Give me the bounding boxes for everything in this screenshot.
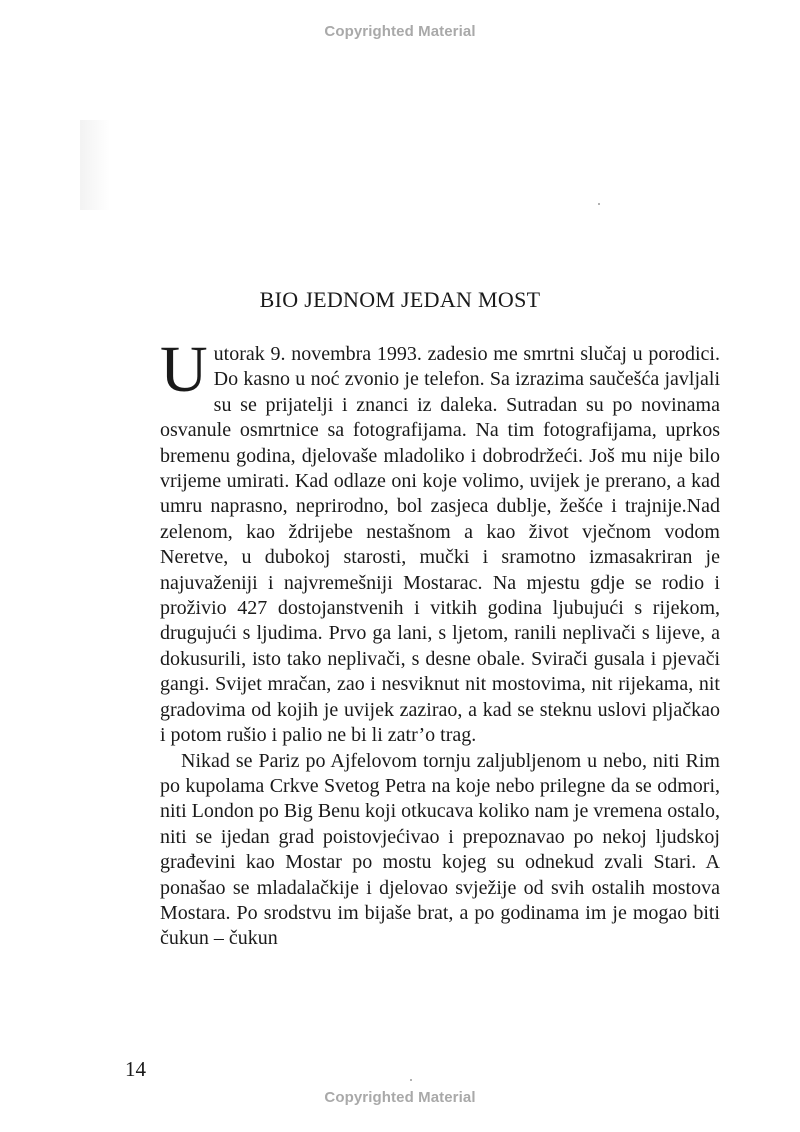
drop-cap: U [160, 333, 208, 406]
scan-speck [410, 1079, 412, 1081]
paragraph-first [160, 333, 720, 749]
paragraph-first-text: utorak 9. novembra 1993. zadesio me smrtni slučaj u porodici. Do kasno u noć zvonio je telefon. Sa izrazima saučešća javljali su se prijatelji i znanci iz daleka. Sutradan su po novinama osvanule osmrtnice sa fotografijama. Na tim fotografijama, uprkos bremenu godina, djelovaše mladoliko i dobrodržeći. Još mu nije bilo vrijeme umirati. Kad odlaze oni koje volimo, uvijek je prerano, a kad umru naprasno, neprirodno, bol zasjeca dublje, žešće i trajnije.Nad zelenom, kao ždrijebe nestašnom a kao život vječnom vodom Neretve, u dubokoj starosti, mučki i sramotno izmasakriran je najuvaženiji i najvremešniji Mostarac. Na mjestu gdje se rodio i proživio 427 dostojanstvenih i vitkih godina ljubujući s rijekom, drugujući s ljudima. Prvo ga lani, s ljetom, ranili neplivači s lijeve, a dokusurili, isto tako neplivači, s desne obale. Svirači gusala i pjevači gangi. Svijet mračan, zao i nesviknut nit mostovima, nit rijekama, nit gradovima od kojih je uvijek zazirao, a kad se steknu uslovi pljačkao i potom rušio i palio ne bi li zatr’o trag. [160, 343, 720, 747]
body-text [160, 333, 720, 952]
scan-edge-shadow [80, 120, 110, 210]
watermark-top: Copyrighted Material [324, 23, 476, 40]
page-number: 14 [125, 1057, 146, 1081]
scan-speck [598, 203, 600, 205]
watermark-bottom: Copyrighted Material [324, 1089, 476, 1106]
chapter-title: BIO JEDNOM JEDAN MOST [259, 287, 541, 312]
paragraph-second: Nikad se Pariz po Ajfelovom tornju zaljubljenom u nebo, niti Rim po kupolama Crkve Svetog Petra na koje nebo prilegne da se odmori, niti London po Big Benu koji otkucava koliko nam je vremena ostalo, niti se ijedan grad poistovjećivao i prepoznavao po nekoj ljudskoj građevini kao Mostar po mostu kojeg su odnekud zvali Stari. A ponašao se mladalačkije i djelovao svježije od svih ostalih mostova Mostara. Po srodstvu im bijaše brat, a po godinama im je mogao biti čukun – čukun [160, 749, 720, 950]
